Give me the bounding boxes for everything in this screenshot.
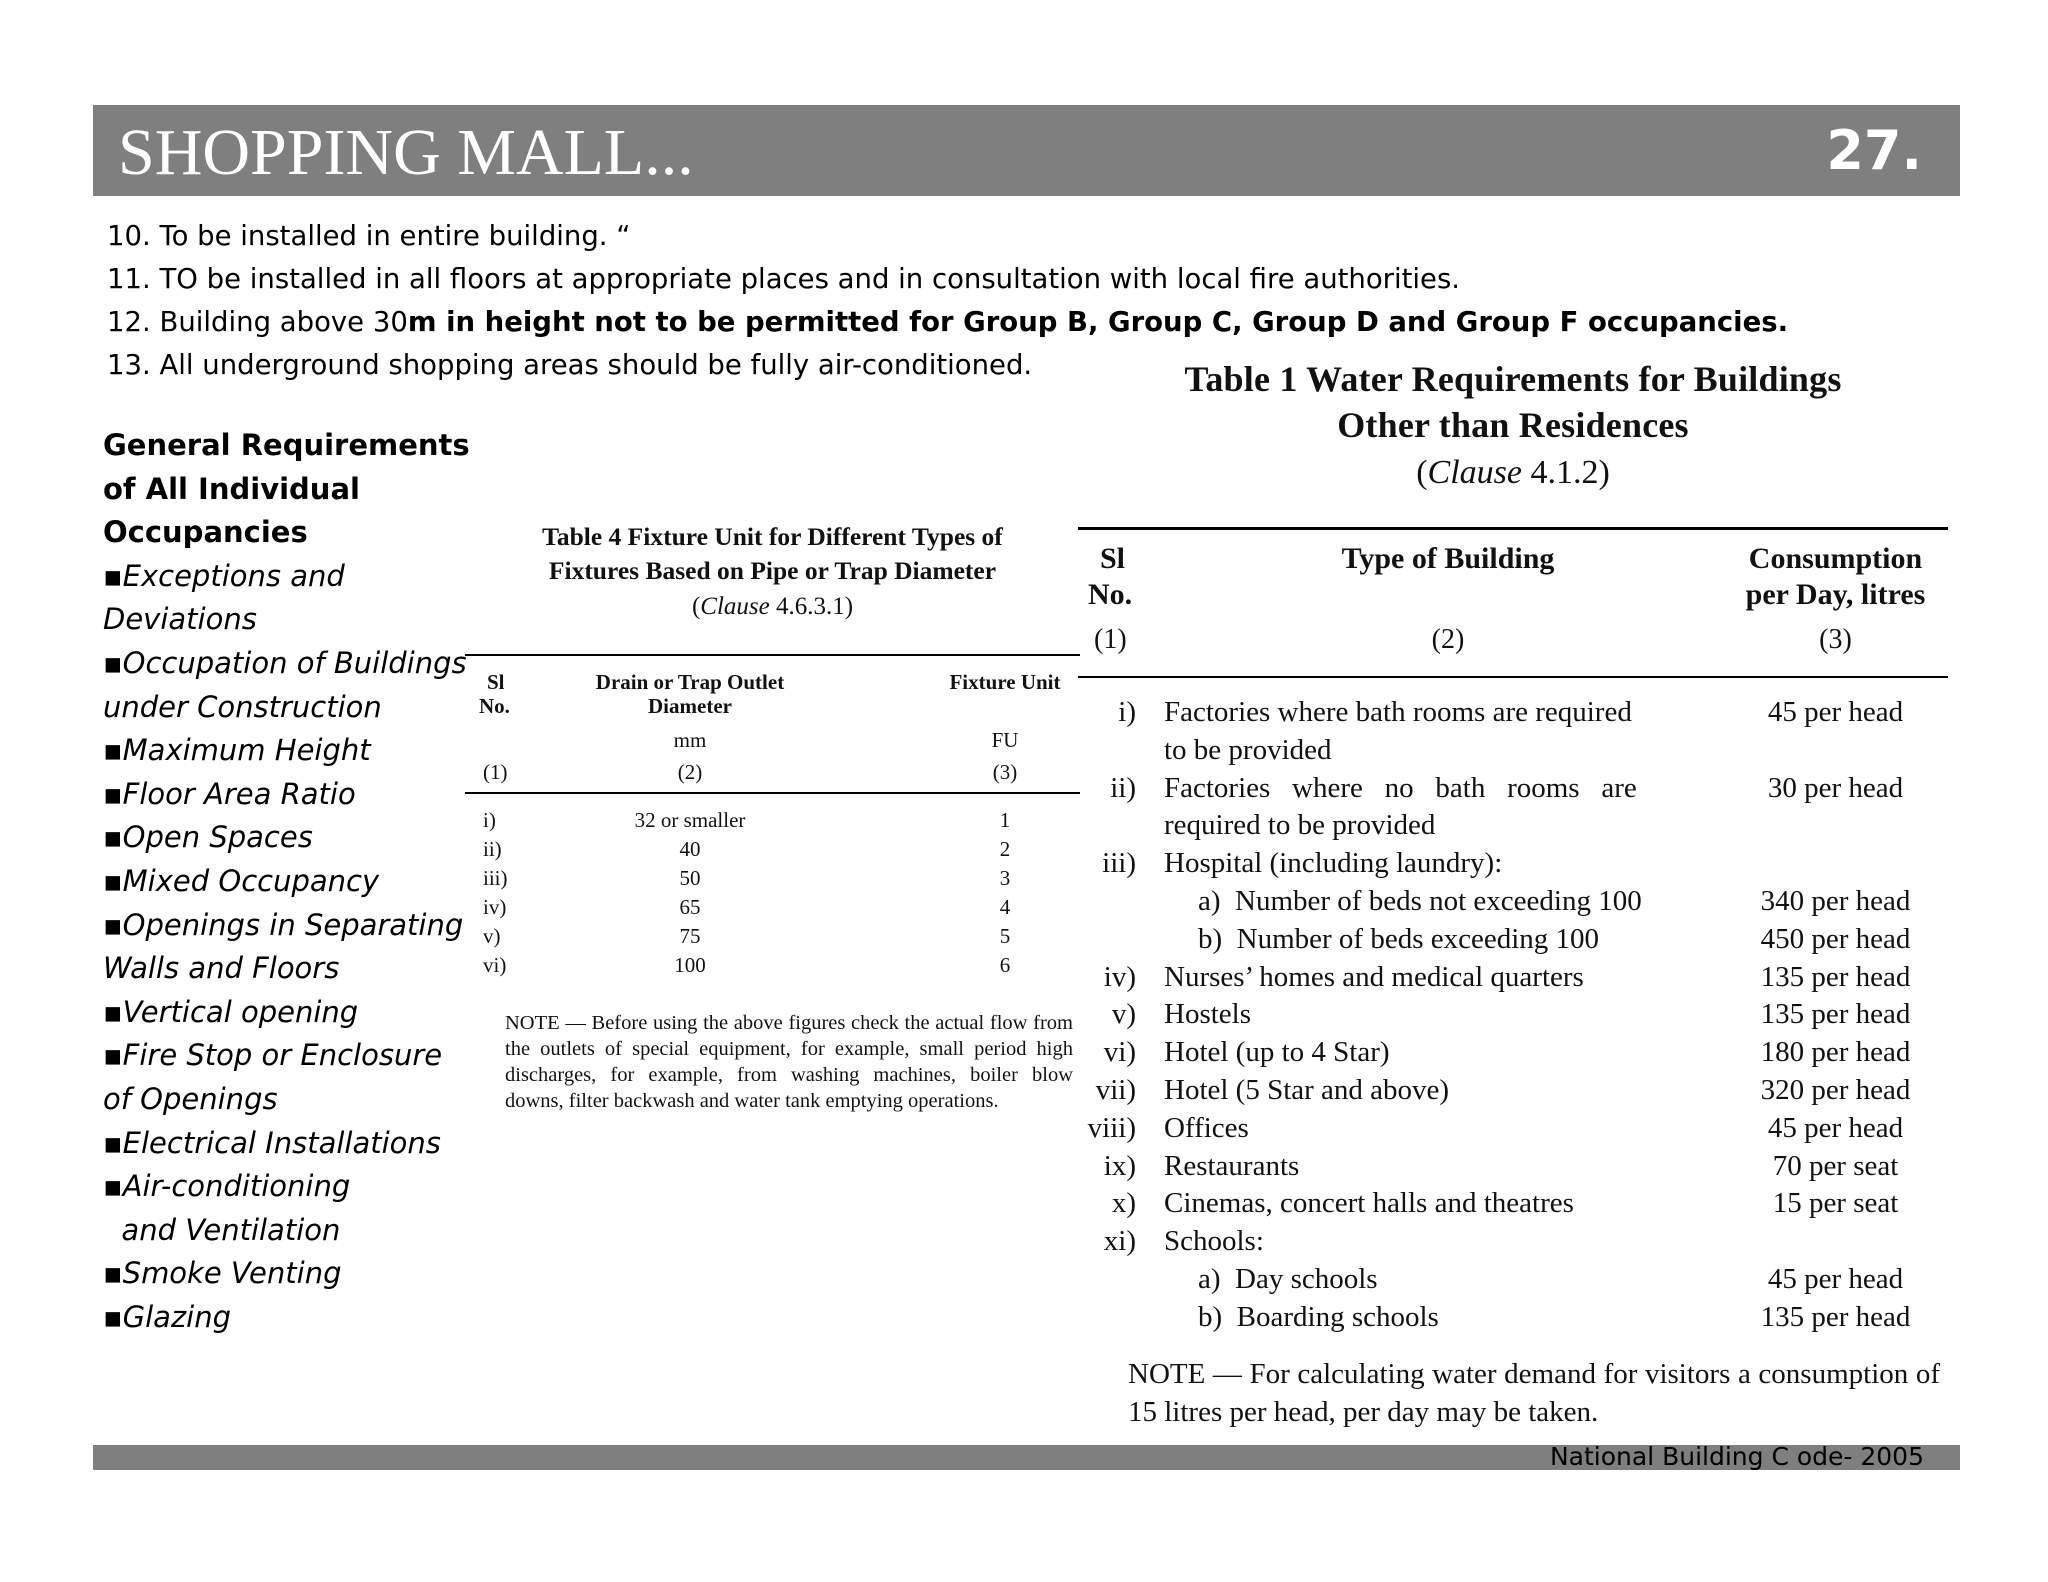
table-1-type: b) Number of beds exceeding 100 [1198,922,1600,955]
table-1-header-consumption-line2: per Day, litres [1745,578,1926,611]
table-1-consumption: 30 per head [1767,771,1904,804]
table-1-consumption: 45 per head [1767,1263,1904,1295]
clause-word: Clause [1427,454,1522,491]
table-1-sl: x) [1111,1187,1136,1220]
table-1-type: Offices [1164,1111,1249,1144]
requirements-items [103,555,473,1340]
table-1-sl: xi) [1103,1225,1136,1258]
table-4-fixture-unit: 4 [999,895,1011,919]
table-1-consumption: 135 per head [1760,1300,1911,1333]
table-1-header-rule [1078,676,1948,678]
point-10: 10. To be installed in entire building. “ [107,220,631,252]
table-4-clause: (Clause 4.6.3.1) [691,593,854,620]
table-4-header-no: No. [479,694,510,718]
table-4-header-sl: Sl [487,670,505,694]
table-4-header-diameter-line1: Drain or Trap Outlet [595,670,785,694]
table-4 [465,520,1080,977]
requirements-heading-line: Occupancies [103,515,308,550]
table-1-sl: iv) [1103,960,1136,993]
table-1-consumption: 135 per head [1760,960,1911,993]
table-1-sl: iii) [1102,847,1136,880]
requirement-item: ▪Vertical opening [103,994,359,1029]
table-1-clause: (Clause 4.1.2) [1416,454,1610,491]
table-4-top-rule [465,654,1080,656]
table-4-sl: vi) [483,953,507,977]
table-1-type: Restaurants [1164,1149,1300,1182]
table-1-type: Hotel (up to 4 Star) [1164,1036,1390,1069]
table-4-sl: v) [483,924,501,948]
table-1-sl: i) [1118,696,1136,728]
table-1-consumption: 135 per head [1760,998,1911,1031]
point-12-bold: m in height not to be permitted for Group B, Group C, Group D and Group F occupancies. [407,306,1789,338]
table-1-consumption: 450 per head [1760,922,1911,955]
point-11: 11. TO be installed in all floors at appropriate places and in consultation with local fire authorities. [107,263,1461,295]
table-1-sl: vii) [1095,1074,1136,1106]
table-4-diameter: 100 [674,953,706,977]
requirement-item: ▪Floor Area Ratio [103,776,356,811]
table-4-diameter: 32 or smaller [634,808,746,832]
table-1-caption-line1: Table 1 Water Requirements for Buildings [1184,359,1842,399]
requirements-heading [103,424,473,555]
table-4-unit-mm: mm [673,728,707,752]
requirement-item: ▪Air-conditioning [103,1169,351,1204]
table-4-fixture-unit: 6 [999,953,1011,977]
table-4-fixture-unit: 1 [999,808,1011,832]
requirement-item: Deviations [103,602,257,637]
table-4-header-fixture-unit: Fixture Unit [949,670,1061,694]
requirement-item: under Construction [103,689,382,724]
table-4-diameter: 65 [679,895,701,919]
table-1-sl: ix) [1103,1149,1136,1182]
table-1-type: Nurses’ homes and medical quarters [1164,960,1584,993]
table-1-col2: (2) [1431,624,1465,655]
table-1-sl: viii) [1087,1111,1136,1144]
table-1-sl: ii) [1110,771,1136,804]
requirements-list [103,424,473,1339]
table-1-type: Factories where bath rooms are required [1164,696,1632,728]
requirement-item: ▪Occupation of Buildings [103,645,467,680]
clause-word: Clause [700,593,770,620]
requirement-item: ▪Mixed Occupancy [103,863,380,898]
table-1-type: Hotel (5 Star and above) [1164,1074,1450,1106]
table-1-caption-line2: Other than Residences [1337,405,1689,445]
table-1-top-rule [1078,527,1948,530]
table-1-consumption: 45 per head [1767,696,1904,728]
table-1-type: Hostels [1164,998,1251,1031]
requirement-item: ▪Smoke Venting [103,1256,342,1291]
table-4-col1: (1) [483,760,508,784]
footer-bar [93,1442,1960,1471]
table-1-consumption: 340 per head [1760,885,1911,917]
table-4-diameter: 75 [679,924,701,948]
slide-number: 27. [1826,119,1922,182]
table-1-header-consumption-line1: Consumption [1748,542,1923,575]
table-4-fixture-unit: 3 [999,866,1011,890]
table-1-consumption: 70 per seat [1772,1149,1899,1182]
table-1-col3: (3) [1819,624,1852,655]
table-1-note: NOTE — For calculating water demand for visitors a consumption of 15 litres per head, per day may be taken. [1128,1358,1940,1428]
requirement-item: ▪Open Spaces [103,820,313,855]
table-4-sl: iv) [483,895,507,919]
requirement-item: Walls and Floors [103,951,340,986]
table-4-fixture-unit: 2 [999,837,1011,861]
table-1-type: Schools: [1164,1225,1264,1258]
requirements-heading-line: of All Individual [103,471,360,506]
table-4-sl: iii) [483,866,508,890]
table-1-type: a) Number of beds not exceeding 100 [1198,885,1642,917]
table-4-header-rule [465,792,1080,794]
table-1-header-no: No. [1088,578,1133,611]
table-1-type: b) Boarding schools [1198,1300,1439,1333]
table-1-type: required to be provided [1164,809,1436,842]
table-4-caption-line1: Table 4 Fixture Unit for Different Types of [542,522,1003,551]
requirements-heading-line: General Requirements [103,428,470,462]
footer-text: National Building C ode- 2005 [1549,1442,1924,1471]
table-1 [1078,356,1948,1333]
requirement-item: ▪Openings in Separating [103,907,464,942]
table-1-consumption: 45 per head [1767,1111,1904,1144]
requirement-item: ▪Fire Stop or Enclosure [103,1038,443,1073]
table-4-diameter: 40 [679,837,701,861]
table-4-caption-line2: Fixtures Based on Pipe or Trap Diameter [548,556,997,585]
table-1-type: Cinemas, concert halls and theatres [1164,1187,1574,1220]
table-1-col1: (1) [1094,624,1127,655]
table-1-consumption: 15 per seat [1772,1187,1899,1220]
point-12 [107,302,1788,342]
table-4-diameter: 50 [679,866,701,890]
table-1-header-sl: Sl [1100,542,1126,575]
table-1-sl: v) [1111,998,1136,1031]
table-1-consumption: 320 per head [1760,1074,1911,1106]
table-1-type: Factories where no bath rooms are [1164,771,1637,804]
table-1-consumption: 180 per head [1760,1036,1911,1069]
point-13: 13. All underground shopping areas should be fully air-conditioned. [107,349,1033,381]
table-4-sl: ii) [483,837,502,861]
table-1-type: to be provided [1164,733,1332,766]
table-4-col2: (2) [677,760,703,784]
point-12-normal: 12. Building above 30 [107,306,408,338]
table-4-unit-fu: FU [991,728,1019,752]
table-4-header-diameter-line2: Diameter [648,694,732,718]
table-1-type: Hospital (including laundry): [1164,847,1503,880]
title-bar [93,105,1960,196]
table-1-type: a) Day schools [1198,1263,1378,1295]
table-1-header-type: Type of Building [1341,542,1555,575]
requirement-item: of Openings [103,1081,278,1116]
requirement-item: ▪Maximum Height [103,733,371,768]
table-4-sl: i) [483,808,496,832]
requirement-item: ▪Exceptions and [103,558,345,593]
table-4-note: NOTE — Before using the above figures check the actual flow from the outlets of special equipment, for example, small period high discharges, for example, from washing machines, boiler blow downs, filter backwash and water tank emptying operations. [505,1012,1073,1112]
requirement-item: and Ventilation [103,1212,341,1247]
requirement-item: ▪Electrical Installations [103,1125,441,1160]
table-4-fixture-unit: 5 [999,924,1011,948]
slide-title: SHOPPING MALL... [118,116,694,189]
table-1-sl: vi) [1103,1036,1136,1069]
table-4-col3: (3) [992,760,1018,784]
requirement-item: ▪Glazing [103,1299,232,1334]
